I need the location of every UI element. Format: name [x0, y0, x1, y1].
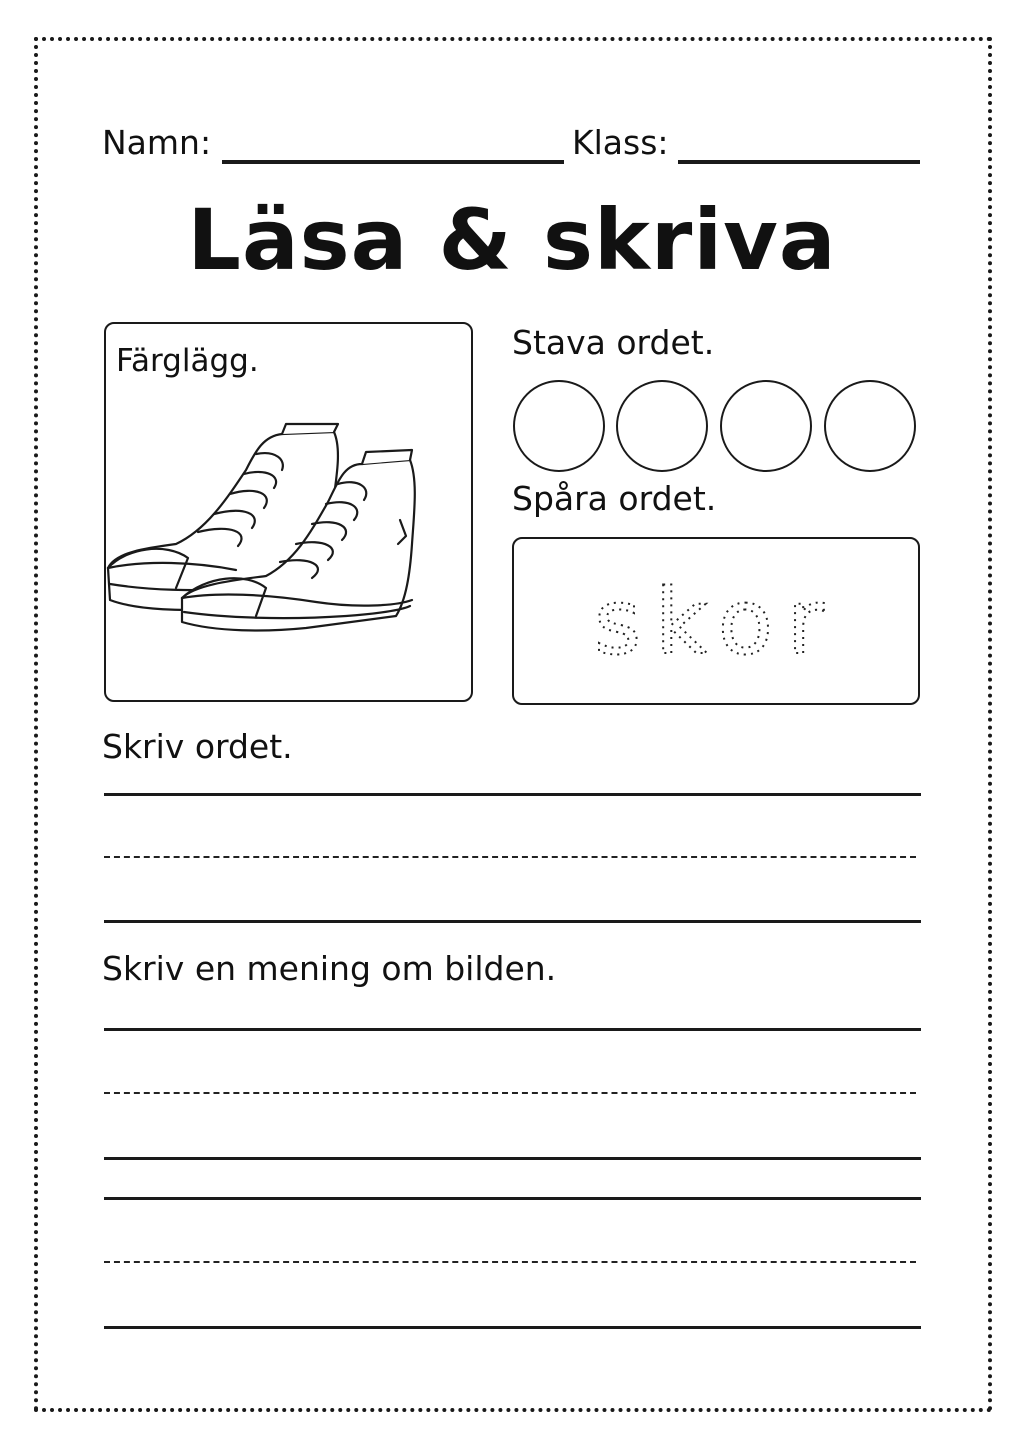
trace-area [514, 538, 918, 704]
trace-label: Spåra ordet. [512, 479, 717, 518]
write-sentence-label: Skriv en mening om bilden. [102, 949, 557, 988]
page-title: Läsa & skriva [187, 191, 837, 289]
name-field[interactable] [222, 160, 564, 164]
letter-circle-2[interactable] [616, 380, 708, 472]
write-word-mid-line [104, 856, 916, 858]
sneakers-icon [106, 420, 426, 636]
letter-circle-4[interactable] [824, 380, 916, 472]
class-label: Klass: [572, 123, 669, 162]
sentence-row2-top-line[interactable] [104, 1197, 921, 1200]
letter-circle-3[interactable] [720, 380, 812, 472]
name-label: Namn: [102, 123, 212, 162]
write-word-top-line[interactable] [104, 793, 921, 796]
letter-circle-1[interactable] [513, 380, 605, 472]
sentence-row2-mid-line [104, 1261, 916, 1263]
sentence-row1-mid-line [104, 1092, 916, 1094]
sentence-row1-base-line[interactable] [104, 1157, 921, 1160]
sentence-row1-top-line[interactable] [104, 1028, 921, 1031]
sentence-row2-base-line[interactable] [104, 1326, 921, 1329]
write-word-base-line[interactable] [104, 920, 921, 923]
coloring-box[interactable] [104, 322, 473, 702]
class-field[interactable] [678, 160, 920, 164]
coloring-label: Färglägg. [116, 343, 259, 379]
traced-word-text: skor [594, 570, 838, 675]
traced-word [514, 538, 918, 704]
spell-label: Stava ordet. [512, 323, 715, 362]
write-word-label: Skriv ordet. [102, 727, 293, 766]
